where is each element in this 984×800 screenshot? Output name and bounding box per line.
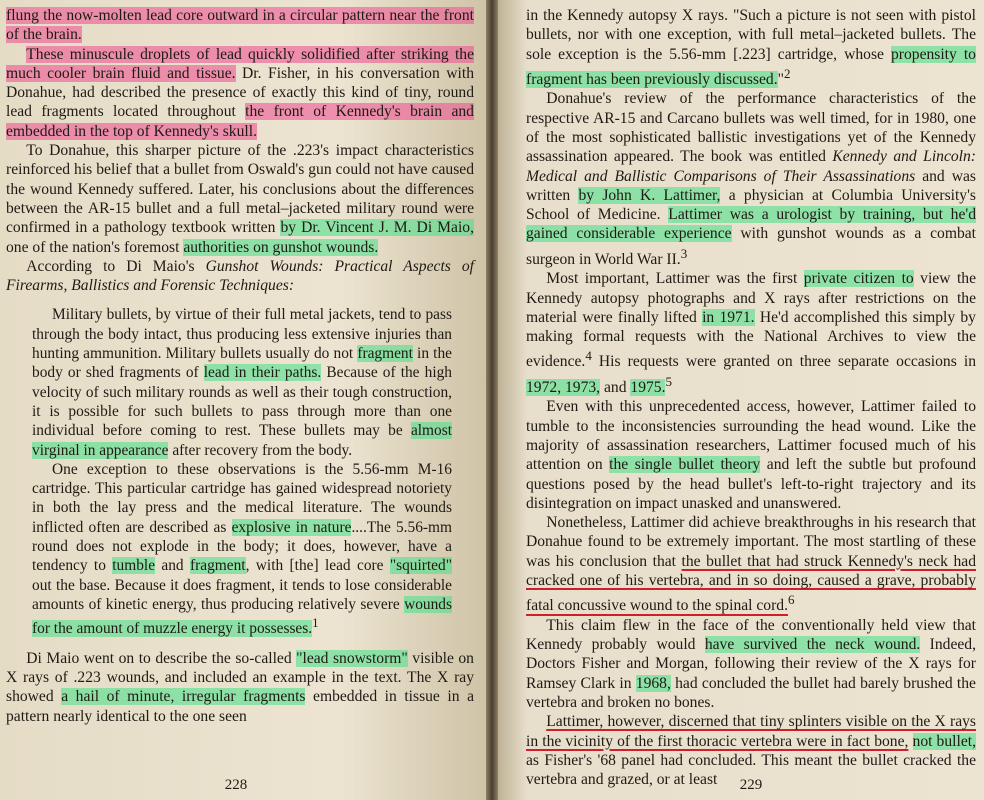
green-highlight: authorities on gunshot wounds. — [183, 238, 379, 256]
red-underline: Lattimer, however, discerned that tiny splinters visible on the X rays in the vicinity of the first thoracic vertebra were in fact bone, — [526, 713, 976, 750]
text-run: and — [600, 379, 631, 397]
text-run: One exception to these observations is the 5.56-mm M-16 cartridge. This particular cartridge has gained widespread notoriety in both the lay press and the medical literature. The wounds inflicted often are described as — [32, 460, 452, 536]
green-highlight: 1972, 1973, — [526, 379, 601, 397]
text-run: visible on X rays of .223 wounds, and included an example in the text. The X ray showed — [6, 649, 474, 706]
green-highlight: "lead snowstorm" — [296, 649, 408, 667]
text-run: in the body or shed fragments of — [32, 345, 452, 382]
footnote-marker: 5 — [665, 373, 672, 389]
right-page — [498, 0, 984, 800]
book-gutter — [486, 0, 498, 800]
text-run: This claim flew in the face of the conventionally held view that Kennedy probably would — [526, 616, 976, 654]
book-title: Gunshot Wounds: Practical Aspects of Firearms, Ballistics and Forensic Techniques: — [6, 257, 474, 295]
text-run: out the base. Because it does fragment, it tends to lose considerable amounts of kinetic energy, thus producing relatively severe — [32, 576, 452, 613]
spacer — [6, 295, 474, 305]
block-quote — [32, 305, 452, 459]
text-run: Di Maio went on to describe the so-called — [26, 649, 297, 667]
text-run: after recovery from the body. — [168, 441, 353, 459]
text-run: ....The 5.56-mm round does not explode in the body; it does, however, have a tendency to — [32, 518, 452, 575]
text-run: with gunshot wounds as a combat surgeon in World War II. — [526, 225, 977, 268]
green-highlight: by Dr. Vincent J. M. Di Maio, — [280, 219, 474, 237]
book-title: Kennedy and Lincoln: Medical and Ballistic Comparisons of Their Assassinations — [526, 148, 976, 185]
paragraph — [526, 6, 976, 89]
text-run: Donahue's review of the performance characteristics of the respective AR-15 and Carcano bullets was well timed, for in 1980, one of the most sophisticated ballistic investigations yet of the Kennedy assassination appeared. The book was entitled — [526, 90, 976, 166]
green-highlight: tumble — [112, 557, 156, 575]
green-highlight: almost virginal in appearance — [32, 422, 452, 459]
green-highlight: not bullet, — [912, 732, 976, 750]
text-run: in the Kennedy autopsy X rays. "Such a picture is not seen with pistol bullets, nor with one exception, with full metal–jacketed bullets. The sole exception is the 5.56-mm [.223] cartridge, whose — [526, 7, 976, 63]
green-highlight: fragment — [357, 345, 413, 363]
spacer — [6, 639, 474, 649]
paragraph — [526, 89, 976, 269]
text-run: " — [777, 71, 784, 89]
green-highlight: Lattimer was a urologist by training, but he'd gained considerable experience — [526, 206, 976, 243]
green-highlight: the single bullet theory — [609, 456, 761, 474]
page-number: 228 — [224, 777, 248, 793]
paragraph — [6, 45, 474, 141]
green-highlight: 1975. — [630, 379, 666, 397]
green-highlight: fragment — [190, 557, 246, 575]
left-page — [0, 0, 486, 800]
text-run: view the Kennedy autopsy photographs and X rays after restrictions on the material were finally lifted — [526, 270, 977, 326]
green-highlight: a hail of minute, irregular fragments — [61, 688, 306, 706]
text-run — [908, 733, 912, 750]
paragraph — [526, 397, 976, 513]
paragraph — [526, 616, 976, 712]
paragraph — [6, 141, 474, 257]
green-highlight: explosive in nature — [231, 518, 352, 536]
pink-highlight: These minuscule droplets of lead quickly solidified after striking the much cooler brain fluid and tissue. — [6, 45, 474, 82]
block-quote — [32, 460, 452, 639]
text-run: He'd accomplished this simply by making formal requests with the National Archives to view the evidence. — [526, 308, 976, 371]
green-highlight: in 1971. — [702, 308, 755, 326]
paragraph — [526, 269, 976, 397]
green-highlight: propensity to fragment has been previously discussed. — [526, 45, 976, 89]
green-highlight: by John K. Lattimer, — [578, 186, 721, 204]
text-run: Because of the high velocity of such military rounds as well as their tough construction, it is possible for such bullets to pass through more than one individual before coming to rest. These bullets may be — [32, 364, 452, 440]
paragraph — [6, 649, 474, 726]
green-highlight: private citizen to — [803, 270, 914, 288]
text-run: Even with this unprecedented access, however, Lattimer failed to tumble to the inconsistencies surrounding the head wound. Like the majority of assassination researchers, Lattimer focused much of his attention on — [526, 398, 976, 474]
text-run: To Donahue, this sharper picture of the .223's impact characteristics reinforced his belief that a bullet from Oswald's gun could not have caused the wound Kennedy suffered. Later, his conclusions about the differences between the AR-15 bullet and a full metal–jacketed military round were confirmed in a pathology textbook written — [6, 142, 474, 237]
footnote-marker: 3 — [680, 245, 688, 261]
text-run: as Fisher's '68 panel had concluded. This meant the bullet cracked the vertebra and grazed, or at least — [526, 751, 976, 789]
text-run: Nonetheless, Lattimer did achieve breakthroughs in his research that Donahue found to be extremely important. The most startling of these was his conclusion that — [526, 514, 976, 570]
text-run: Dr. Fisher, in his conversation with Donahue, had described the presence of exactly this kind of tiny, round lead fragments located throughout — [6, 64, 474, 121]
footnote-marker: 4 — [585, 348, 592, 364]
page-number: 229 — [739, 777, 763, 793]
pink-highlight: flung the now-molten lead core outward in a circular pattern near the front of the brain. — [6, 7, 474, 44]
text-run: and — [155, 557, 191, 575]
paragraph — [6, 6, 474, 45]
footnote-marker: 1 — [312, 616, 319, 631]
pink-highlight: the front of Kennedy's brain and embedded in the top of Kennedy's skull. — [6, 103, 474, 140]
green-highlight: wounds for the amount of muzzle energy it possesses. — [32, 595, 452, 638]
paragraph — [526, 513, 976, 616]
text-run: According to Di Maio's — [26, 257, 206, 275]
green-highlight: have survived the neck wound. — [704, 636, 921, 654]
text-run: embedded in tissue in a pattern nearly identical to the one seen — [6, 688, 475, 725]
green-highlight: lead in their paths. — [203, 364, 322, 382]
footnote-marker: 6 — [788, 592, 795, 608]
text-run: and left the subtle but profound questions posed by the head bullet's left-to-right trajectory and its disintegration on impact unasked and unanswered. — [526, 456, 976, 512]
text-run: a physician at Columbia University's School of Medicine. — [526, 186, 976, 224]
footnote-marker: 2 — [783, 65, 791, 81]
text-run: , with [the] lead core — [245, 557, 390, 575]
text-run: one of the nation's foremost — [6, 238, 184, 256]
text-run: Military bullets, by virtue of their full metal jackets, tend to pass through the body intact, thus producing less extensive injuries than hunting ammunition. Military bullets usually do not — [32, 306, 452, 363]
paragraph — [6, 257, 474, 296]
green-highlight: 1968, — [635, 674, 671, 692]
text-run: Indeed, Doctors Fisher and Morgan, following their review of the X rays for Ramsey Clark in — [526, 636, 976, 692]
green-highlight: "squirted" — [389, 557, 452, 575]
text-run: had concluded the bullet had barely brushed the vertebra and broken no bones. — [526, 674, 976, 712]
text-run: and was written — [526, 167, 976, 204]
text-run: His requests were granted on three separate occasions in — [591, 353, 976, 371]
text-run: Most important, Lattimer was the first — [546, 270, 804, 288]
red-underline: the bullet that had struck Kennedy's neck had cracked one of his vertebra, and in so doing, caused a grave, probably fatal concussive wound to the spinal cord. — [526, 552, 976, 615]
